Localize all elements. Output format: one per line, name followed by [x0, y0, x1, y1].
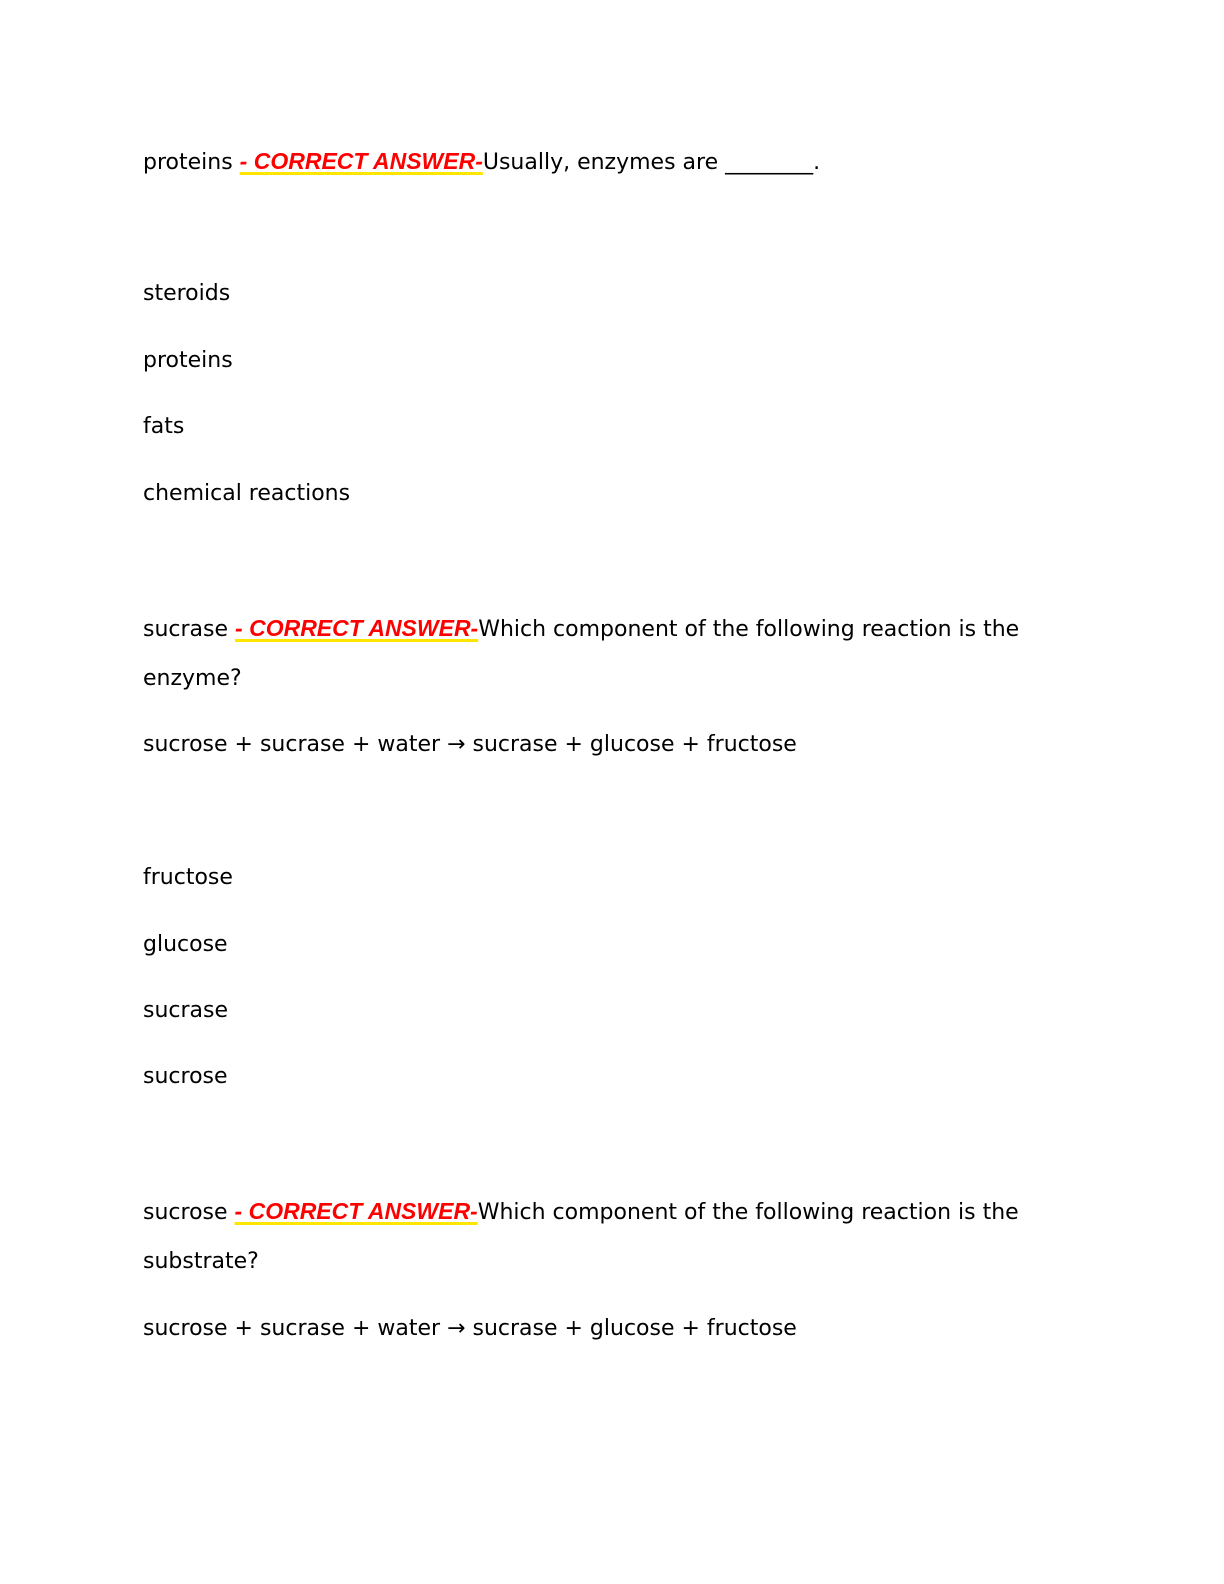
question-text: Which component of the following reaction is the [478, 617, 1020, 642]
option-item: glucose [143, 932, 228, 957]
reaction-equation: sucrose + sucrase + water → sucrase + glucose + fructose [143, 732, 797, 757]
option-item: proteins [143, 348, 233, 373]
question-3-line [143, 1196, 1093, 1228]
answer-text: sucrose [143, 1200, 228, 1225]
question-text-continued: substrate? [143, 1249, 259, 1274]
question-text-continued: enzyme? [143, 666, 242, 691]
option-item: sucrose [143, 1064, 228, 1089]
answer-text: proteins [143, 150, 233, 175]
question-2-line [143, 613, 1093, 645]
reaction-equation: sucrose + sucrase + water → sucrase + glucose + fructose [143, 1316, 797, 1341]
correct-answer-tag: - CORRECT ANSWER- [235, 615, 479, 641]
question-1-line [143, 146, 1093, 178]
option-item: chemical reactions [143, 481, 351, 506]
question-text: Usually, enzymes are ________. [482, 150, 821, 175]
correct-answer-tag: - CORRECT ANSWER- [239, 148, 483, 174]
option-item: sucrase [143, 998, 229, 1023]
answer-text: sucrase [143, 617, 229, 642]
option-item: steroids [143, 281, 231, 306]
question-text: Which component of the following reaction is the [477, 1200, 1019, 1225]
correct-answer-tag: - CORRECT ANSWER- [234, 1198, 478, 1224]
option-item: fats [143, 414, 185, 439]
option-item: fructose [143, 865, 233, 890]
